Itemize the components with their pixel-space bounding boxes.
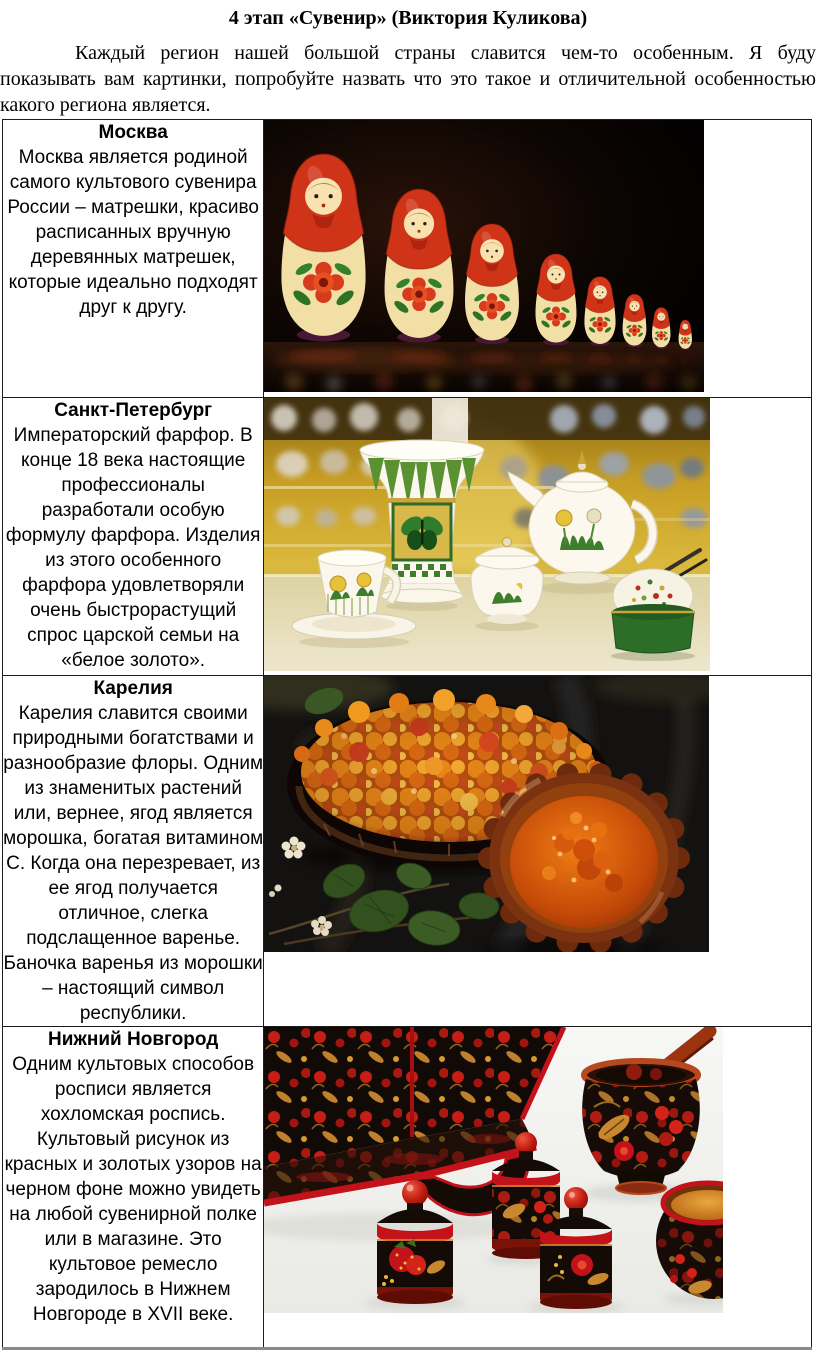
khokhloma-photo [264, 1027, 723, 1313]
table-row-moscow [3, 120, 812, 398]
region-description: Императорский фарфор. В конце 18 века настоящие профессионалы разработали особую формулу фарфора. Изделия из этого особенного фарфора удовлетворяли очень быстрорастущий спрос царской семьи на «белое золото». [5, 425, 261, 671]
region-name: Нижний Новгород [48, 1029, 219, 1050]
porcelain-photo [264, 398, 710, 671]
region-description: Одним культовых способов росписи является хохломская роспись. Культовый рисунок из красных и золотых узоров на черном фоне можно увидеть на любой сувенирной полке или в магазине. Это культовое ремесло зародилось в Нижнем Новгороде в XVII веке. [4, 1054, 262, 1325]
document-page [0, 6, 816, 1349]
region-name: Москва [98, 122, 168, 143]
table-row-nizhny-novgorod [3, 1027, 812, 1349]
table-row-karelia [3, 676, 812, 1027]
region-description: Карелия славится своими природными богатствами и разнообразие флоры. Одним из знаменитых растений или, вернее, ягод является морошка, богатая витамином С. Когда она перезревает, из ее ягод получается отличное, слегка подслащенное варенье. Баночка варенья из морошки – настоящий символ республики. [3, 703, 264, 1024]
regions-table [2, 119, 812, 1350]
page-title: 4 этап «Сувенир» (Виктория Куликова) [228, 7, 588, 29]
matryoshka-photo [264, 120, 704, 392]
region-name: Санкт-Петербург [54, 400, 213, 421]
region-description: Москва является родиной самого культового сувенира России – матрешки, красиво расписанных вручную деревянных матрешек, которые идеально подходят друг к другу. [7, 147, 259, 318]
table-row-petersburg [3, 398, 812, 676]
intro-paragraph: Каждый регион нашей большой страны славится чем-то особенным. Я буду показывать вам картинки, попробуйте назвать что это такое и отличительной особенностью какого региона является. [0, 42, 816, 116]
cloudberries-photo [264, 676, 709, 952]
region-name: Карелия [93, 678, 173, 699]
